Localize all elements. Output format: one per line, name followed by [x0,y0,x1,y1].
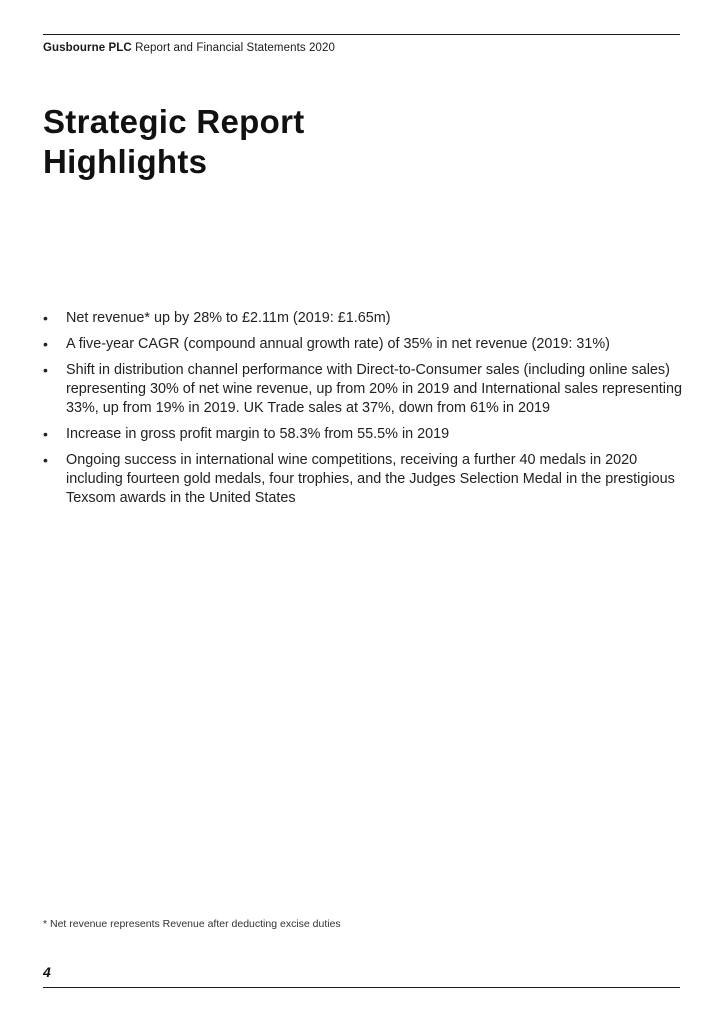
page-number: 4 [43,964,51,980]
company-name: Gusbourne PLC [43,42,132,54]
highlights-list [43,309,683,515]
footnote: * Net revenue represents Revenue after deducting excise duties [43,918,341,930]
page-title-line-2: Highlights [43,143,208,180]
bullet-icon: • [43,336,48,352]
list-item [43,361,683,418]
list-item [43,309,683,328]
list-item-text: Shift in distribution channel performance with Direct-to-Consumer sales (including online sales) representing 30% of net wine revenue, up from 20% in 2019 and International sales representing 33%, up from 19% in 2019. UK Trade sales at 37%, down from 61% in 2019 [66,362,682,416]
page-title [43,102,305,182]
list-item-text: Ongoing success in international wine competitions, receiving a further 40 medals in 2020 including fourteen gold medals, four trophies, and the Judges Selection Medal in the prestigious Texsom awards in the United States [66,452,675,506]
list-item-text: A five-year CAGR (compound annual growth rate) of 35% in net revenue (2019: 31%) [66,336,610,352]
bullet-icon: • [43,452,48,468]
list-item [43,425,683,444]
list-item-text: Increase in gross profit margin to 58.3% from 55.5% in 2019 [66,426,450,442]
running-header [43,41,335,55]
bullet-icon: • [43,362,48,378]
list-item-text: Net revenue* up by 28% to £2.11m (2019: £1.65m) [66,310,391,326]
header-rule [43,34,680,35]
list-item [43,335,683,354]
list-item [43,451,683,508]
page-title-line-1: Strategic Report [43,103,305,140]
footer-rule [43,987,680,988]
bullet-icon: • [43,310,48,326]
document-title: Report and Financial Statements 2020 [135,42,335,54]
bullet-icon: • [43,426,48,442]
